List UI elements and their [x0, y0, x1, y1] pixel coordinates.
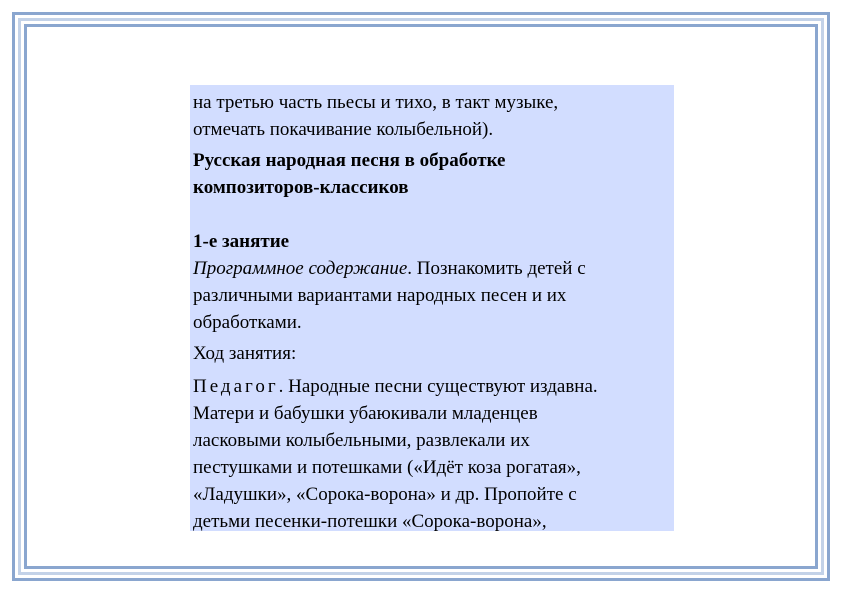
lesson-progress-label: Ход занятия:: [193, 343, 297, 364]
program-content-text: . Познакомить детей с: [407, 258, 586, 279]
text-line: пестушками и потешками («Идёт коза рогатая»,: [193, 457, 581, 478]
program-content-label: Программное содержание: [193, 258, 408, 279]
lesson-heading: 1-е занятие: [193, 231, 290, 252]
teacher-speech-line: [193, 373, 674, 400]
text-line: отмечать покачивание колыбельной).: [193, 119, 494, 140]
program-content-line: [193, 255, 674, 282]
text-line: ласковыми колыбельными, развлекали их: [193, 430, 530, 451]
section-heading-line-1: Русская народная песня в обработке: [193, 150, 506, 171]
speech-text: . Народные песни существуют издавна.: [278, 376, 598, 397]
speaker-label: Педагог: [193, 376, 279, 397]
text-line: различными вариантами народных песен и их: [193, 285, 567, 306]
section-heading-line-2: композиторов-классиков: [193, 177, 409, 198]
blank-line: [193, 201, 674, 228]
text-line: Матери и бабушки убаюкивали младенцев: [193, 403, 538, 424]
text-line: на третью часть пьесы и тихо, в такт музыке,: [193, 92, 559, 113]
text-line: обработками.: [193, 312, 302, 333]
text-line: «Ладушки», «Сорока-ворона» и др. Пропойте с: [193, 484, 577, 505]
text-content-box: [190, 85, 674, 531]
text-line: детьми песенки-потешки «Сорока-ворона»,: [193, 511, 547, 532]
